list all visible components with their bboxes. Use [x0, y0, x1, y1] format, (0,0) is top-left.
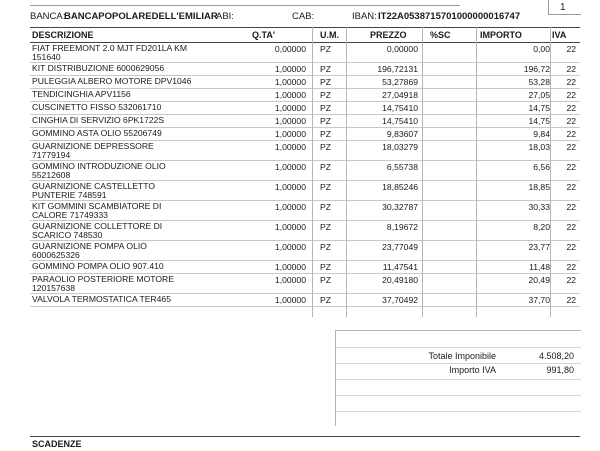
row-price: 23,77049: [382, 242, 418, 252]
row-unit: PZ: [320, 90, 331, 100]
row-amount: 196,72: [523, 64, 550, 74]
row-quantity: 1,00000: [274, 262, 306, 272]
row-unit: PZ: [320, 77, 331, 87]
table-row: [30, 89, 580, 102]
table-row: [30, 76, 580, 89]
vat-total-value: 991,80: [546, 365, 574, 375]
table-row: [30, 241, 580, 261]
vat-total-label: Importo IVA: [449, 365, 496, 375]
header-price: PREZZO: [370, 30, 407, 40]
row-vat: 22: [566, 295, 576, 305]
table-row: [30, 141, 580, 161]
row-vat: 22: [566, 116, 576, 126]
row-vat: 22: [566, 64, 576, 74]
row-price: 37,70492: [382, 295, 418, 305]
row-vat: 22: [566, 44, 576, 54]
table-row: [30, 274, 580, 294]
row-description: GOMMINO POMPA OLIO 907.410: [32, 261, 164, 271]
row-price: 27,04918: [382, 90, 418, 100]
row-amount: 6,56: [533, 162, 550, 172]
cut-off-header-line: [30, 0, 460, 6]
row-price: 0,00000: [386, 44, 418, 54]
row-description: TENDICINGHIA APV1156: [32, 89, 131, 99]
row-amount: 27,05: [528, 90, 550, 100]
row-vat: 22: [566, 162, 576, 172]
row-amount: 11,48: [529, 262, 550, 272]
row-quantity: 1,00000: [274, 116, 306, 126]
row-quantity: 1,00000: [274, 222, 306, 232]
row-vat: 22: [566, 275, 576, 285]
row-vat: 22: [566, 262, 576, 272]
row-amount: 18,85: [528, 182, 550, 192]
table-row: [30, 161, 580, 181]
row-quantity: 1,00000: [274, 64, 306, 74]
row-quantity: 1,00000: [274, 182, 306, 192]
row-amount: 9,84: [533, 129, 550, 139]
row-amount: 0,00: [533, 44, 550, 54]
header-quantity: Q.TA': [252, 30, 275, 40]
row-description: KIT DISTRIBUZIONE 6000629056: [32, 63, 165, 73]
row-quantity: 1,00000: [274, 129, 306, 139]
invoice-lines: [30, 43, 580, 307]
row-quantity: 0,00000: [274, 44, 306, 54]
due-dates-section: [30, 436, 580, 451]
row-unit: PZ: [320, 142, 331, 152]
row-vat: 22: [566, 142, 576, 152]
row-price: 18,03279: [382, 142, 418, 152]
taxable-total-value: 4.508,20: [538, 351, 574, 361]
row-unit: PZ: [320, 182, 331, 192]
totals-box: [335, 330, 581, 426]
row-description: GUARNIZIONE CASTELLETTO PUNTERIE 748591: [32, 181, 156, 200]
bank-details-row: [30, 10, 580, 24]
row-price: 9,83607: [386, 129, 418, 139]
row-description: GUARNIZIONE POMPA OLIO 6000625326: [32, 241, 147, 260]
row-description: FIAT FREEMONT 2.0 MJT FD201LA KM 151640: [32, 43, 188, 62]
table-row: [30, 63, 580, 76]
row-price: 14,75410: [382, 103, 418, 113]
bank-label: BANCA:: [30, 11, 66, 22]
header-vat: IVA: [552, 30, 567, 40]
table-row: [30, 261, 580, 274]
row-description: GOMMINO INTRODUZIONE OLIO 55212608: [32, 161, 166, 180]
table-row: [30, 102, 580, 115]
row-quantity: 1,00000: [274, 142, 306, 152]
table-row: [30, 221, 580, 241]
row-price: 8,19672: [386, 222, 418, 232]
row-vat: 22: [566, 90, 576, 100]
row-price: 11,47541: [382, 262, 418, 272]
table-row: [30, 128, 580, 141]
row-price: 30,32787: [382, 202, 418, 212]
row-amount: 53,28: [528, 77, 550, 87]
row-price: 53,27869: [382, 77, 418, 87]
row-price: 20,49180: [382, 275, 418, 285]
row-unit: PZ: [320, 275, 331, 285]
row-quantity: 1,00000: [274, 103, 306, 113]
iban-value: IT22A0538715701000000016747: [378, 11, 521, 22]
row-amount: 14,75: [528, 103, 550, 113]
row-unit: PZ: [320, 202, 331, 212]
row-quantity: 1,00000: [274, 90, 306, 100]
table-row: [30, 294, 580, 307]
row-description: GOMMINO ASTA OLIO 55206749: [32, 128, 162, 138]
row-description: KIT GOMMINI SCAMBIATORE DI CALORE 71749333: [32, 201, 162, 220]
row-description: GUARNIZIONE COLLETTORE DI SCARICO 748530: [32, 221, 163, 240]
row-quantity: 1,00000: [274, 242, 306, 252]
header-amount: IMPORTO: [480, 30, 522, 40]
iban-label: IBAN:: [352, 11, 377, 22]
table-row: [30, 43, 580, 63]
table-row: [30, 115, 580, 128]
row-quantity: 1,00000: [274, 77, 306, 87]
row-vat: 22: [566, 103, 576, 113]
row-description: VALVOLA TERMOSTATICA TER465: [32, 294, 171, 304]
row-description: CINGHIA DI SERVIZIO 6PK1722S: [32, 115, 165, 125]
row-unit: PZ: [320, 295, 331, 305]
row-unit: PZ: [320, 242, 331, 252]
row-quantity: 1,00000: [274, 202, 306, 212]
header-description: DESCRIZIONE: [32, 30, 94, 40]
row-unit: PZ: [320, 116, 331, 126]
row-quantity: 1,00000: [274, 162, 306, 172]
header-unit: U.M.: [320, 30, 339, 40]
row-unit: PZ: [320, 103, 331, 113]
row-description: PARAOLIO POSTERIORE MOTORE 120157638: [32, 274, 174, 293]
row-amount: 20,49: [528, 275, 550, 285]
row-amount: 14,75: [528, 116, 550, 126]
row-unit: PZ: [320, 129, 331, 139]
row-vat: 22: [566, 129, 576, 139]
row-description: PULEGGIA ALBERO MOTORE DPV1046: [32, 76, 192, 86]
row-price: 14,75410: [382, 116, 418, 126]
row-price: 6,55738: [386, 162, 418, 172]
abi-label: ABI:: [216, 11, 234, 22]
row-amount: 30,33: [528, 202, 550, 212]
row-unit: PZ: [320, 162, 331, 172]
row-price: 196,72131: [377, 64, 418, 74]
row-vat: 22: [566, 222, 576, 232]
row-vat: 22: [566, 242, 576, 252]
row-vat: 22: [566, 77, 576, 87]
row-amount: 23,77: [528, 242, 550, 252]
row-amount: 37,70: [528, 295, 550, 305]
table-row: [30, 201, 580, 221]
row-description: GUARNIZIONE DEPRESSORE 71779194: [32, 141, 154, 160]
row-unit: PZ: [320, 64, 331, 74]
row-amount: 18,03: [528, 142, 550, 152]
row-vat: 22: [566, 182, 576, 192]
row-unit: PZ: [320, 262, 331, 272]
table-header: [30, 27, 580, 43]
taxable-total-label: Totale Imponibile: [428, 351, 496, 361]
page-number: 1: [560, 2, 566, 13]
header-discount: %SC: [430, 30, 451, 40]
row-unit: PZ: [320, 222, 331, 232]
row-quantity: 1,00000: [274, 295, 306, 305]
row-vat: 22: [566, 202, 576, 212]
row-quantity: 1,00000: [274, 275, 306, 285]
table-row: [30, 181, 580, 201]
row-description: CUSCINETTO FISSO 532061710: [32, 102, 162, 112]
due-dates-label: SCADENZE: [32, 439, 82, 449]
row-amount: 8,20: [533, 222, 550, 232]
row-price: 18,85246: [382, 182, 418, 192]
bank-name: BANCAPOPOLAREDELL'EMILIAR: [64, 11, 218, 22]
cab-label: CAB:: [292, 11, 315, 22]
row-unit: PZ: [320, 44, 331, 54]
